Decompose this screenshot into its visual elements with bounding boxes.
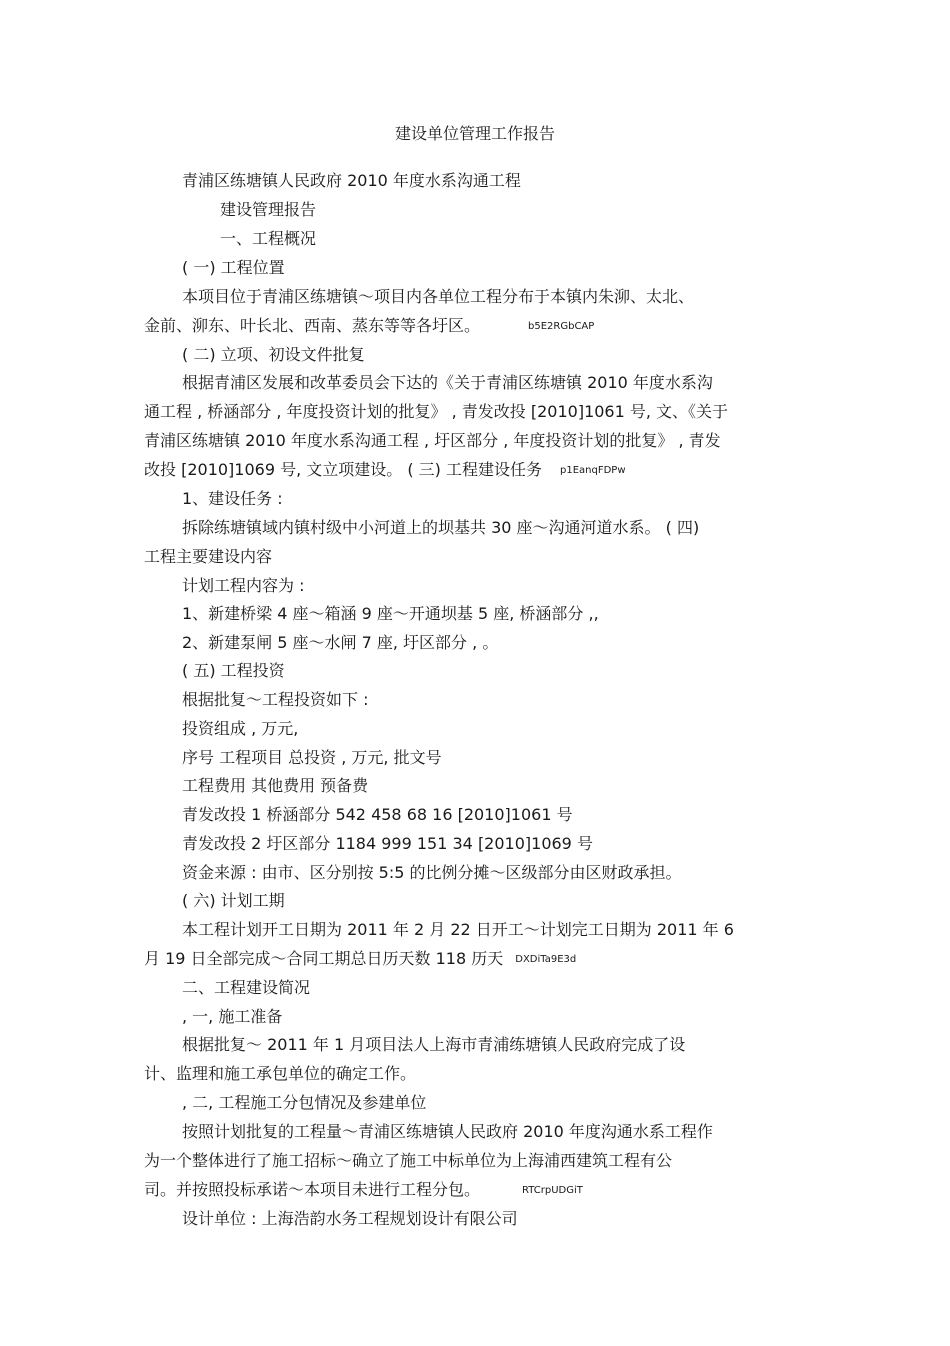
line-location-text-2 [144, 315, 594, 338]
line-report-subtitle: 建设管理报告 [220, 200, 317, 219]
line-approval-text-4 [144, 459, 626, 482]
heading-project-location: ( 一) 工程位置 [182, 258, 285, 277]
line-funding-source: 资金来源 : 由市、区分别按 5:5 的比例分摊～区级部分由区财政承担。 [182, 863, 682, 882]
line-text: 改投 [2010]1069 号, 文立项建设。 ( 三) 工程建设任务 [144, 460, 543, 479]
doc-code: p1EanqFDPw [560, 465, 626, 476]
line-subcontracting-text-3 [144, 1179, 583, 1202]
line-investment-composition: 投资组成 , 万元, [182, 719, 299, 738]
heading-subcontracting: , 二, 工程施工分包情况及参建单位 [182, 1093, 427, 1112]
doc-code: DXDiTa9E3d [515, 954, 577, 965]
line-investment-row-1: 青发改投 1 桥涵部分 542 458 68 16 [2010]1061 号 [182, 805, 573, 824]
line-schedule-text-1: 本工程计划开工日期为 2011 年 2 月 22 日开工～计划完工日期为 2011 年 6 [182, 920, 734, 939]
line-location-text-1: 本项目位于青浦区练塘镇～项目内各单位工程分布于本镇内朱泖、太北、 [182, 287, 695, 306]
heading-investment: ( 五) 工程投资 [182, 661, 285, 680]
line-task-text-1: 拆除练塘镇域内镇村级中小河道上的坝基共 30 座～沟通河道水系。 ( 四) [182, 518, 700, 537]
heading-project-overview: 一、工程概况 [220, 229, 317, 248]
heading-approval-documents: ( 二) 立项、初设文件批复 [182, 345, 365, 364]
line-text: 司。并按照投标承诺～本项目未进行工程分包。 [144, 1180, 481, 1199]
line-task-text-2: 工程主要建设内容 [144, 547, 273, 566]
heading-preparation: , 一, 施工准备 [182, 1007, 283, 1026]
doc-code: b5E2RGbCAP [528, 321, 595, 332]
heading-construction-overview: 二、工程建设简况 [182, 978, 311, 997]
line-investment-header-2: 工程费用 其他费用 预备费 [182, 776, 369, 795]
heading-schedule: ( 六) 计划工期 [182, 891, 285, 910]
line-subcontracting-text-1: 按照计划批复的工程量～青浦区练塘镇人民政府 2010 年度沟通水系工程作 [182, 1122, 713, 1141]
line-preparation-text-1: 根据批复～ 2011 年 1 月项目法人上海市青浦练塘镇人民政府完成了设 [182, 1035, 686, 1054]
heading-construction-task: 1、建设任务 : [182, 489, 283, 508]
line-plan-item-1: 1、新建桥梁 4 座～箱涵 9 座～开通坝基 5 座, 桥涵部分 ,, [182, 604, 599, 623]
line-plan-content: 计划工程内容为 : [182, 576, 305, 595]
line-plan-item-2: 2、新建泵闸 5 座～水闸 7 座, 圩区部分 , 。 [182, 633, 499, 652]
line-text: 金前、泖东、叶长北、西南、蒸东等等各圩区。 [144, 316, 481, 335]
line-investment-header-1: 序号 工程项目 总投资 , 万元, 批文号 [182, 748, 442, 767]
line-approval-text-2: 通工程 , 桥涵部分 , 年度投资计划的批复》 , 青发改投 [2010]1061 号, 文、《关于 [144, 402, 729, 421]
line-project-name: 青浦区练塘镇人民政府 2010 年度水系沟通工程 [182, 171, 521, 190]
line-subcontracting-text-2: 为一个整体进行了施工招标～确立了施工中标单位为上海浦西建筑工程有公 [144, 1151, 673, 1170]
line-schedule-text-2 [144, 948, 576, 971]
line-investment-intro: 根据批复～工程投资如下 : [182, 690, 369, 709]
line-text: 月 19 日全部完成～合同工期总日历天数 118 历天 [144, 949, 504, 968]
line-approval-text-3: 青浦区练塘镇 2010 年度水系沟通工程 , 圩区部分 , 年度投资计划的批复》 , 青发 [144, 431, 721, 450]
doc-code: RTCrpUDGiT [522, 1185, 583, 1196]
line-design-unit: 设计单位 : 上海浩韵水务工程规划设计有限公司 [182, 1209, 518, 1228]
line-approval-text-1: 根据青浦区发展和改革委员会下达的《关于青浦区练塘镇 2010 年度水系沟 [182, 373, 713, 392]
line-preparation-text-2: 计、监理和施工承包单位的确定工作。 [144, 1064, 417, 1083]
line-investment-row-2: 青发改投 2 圩区部分 1184 999 151 34 [2010]1069 号 [182, 834, 593, 853]
document-title: 建设单位管理工作报告 [394, 124, 555, 143]
